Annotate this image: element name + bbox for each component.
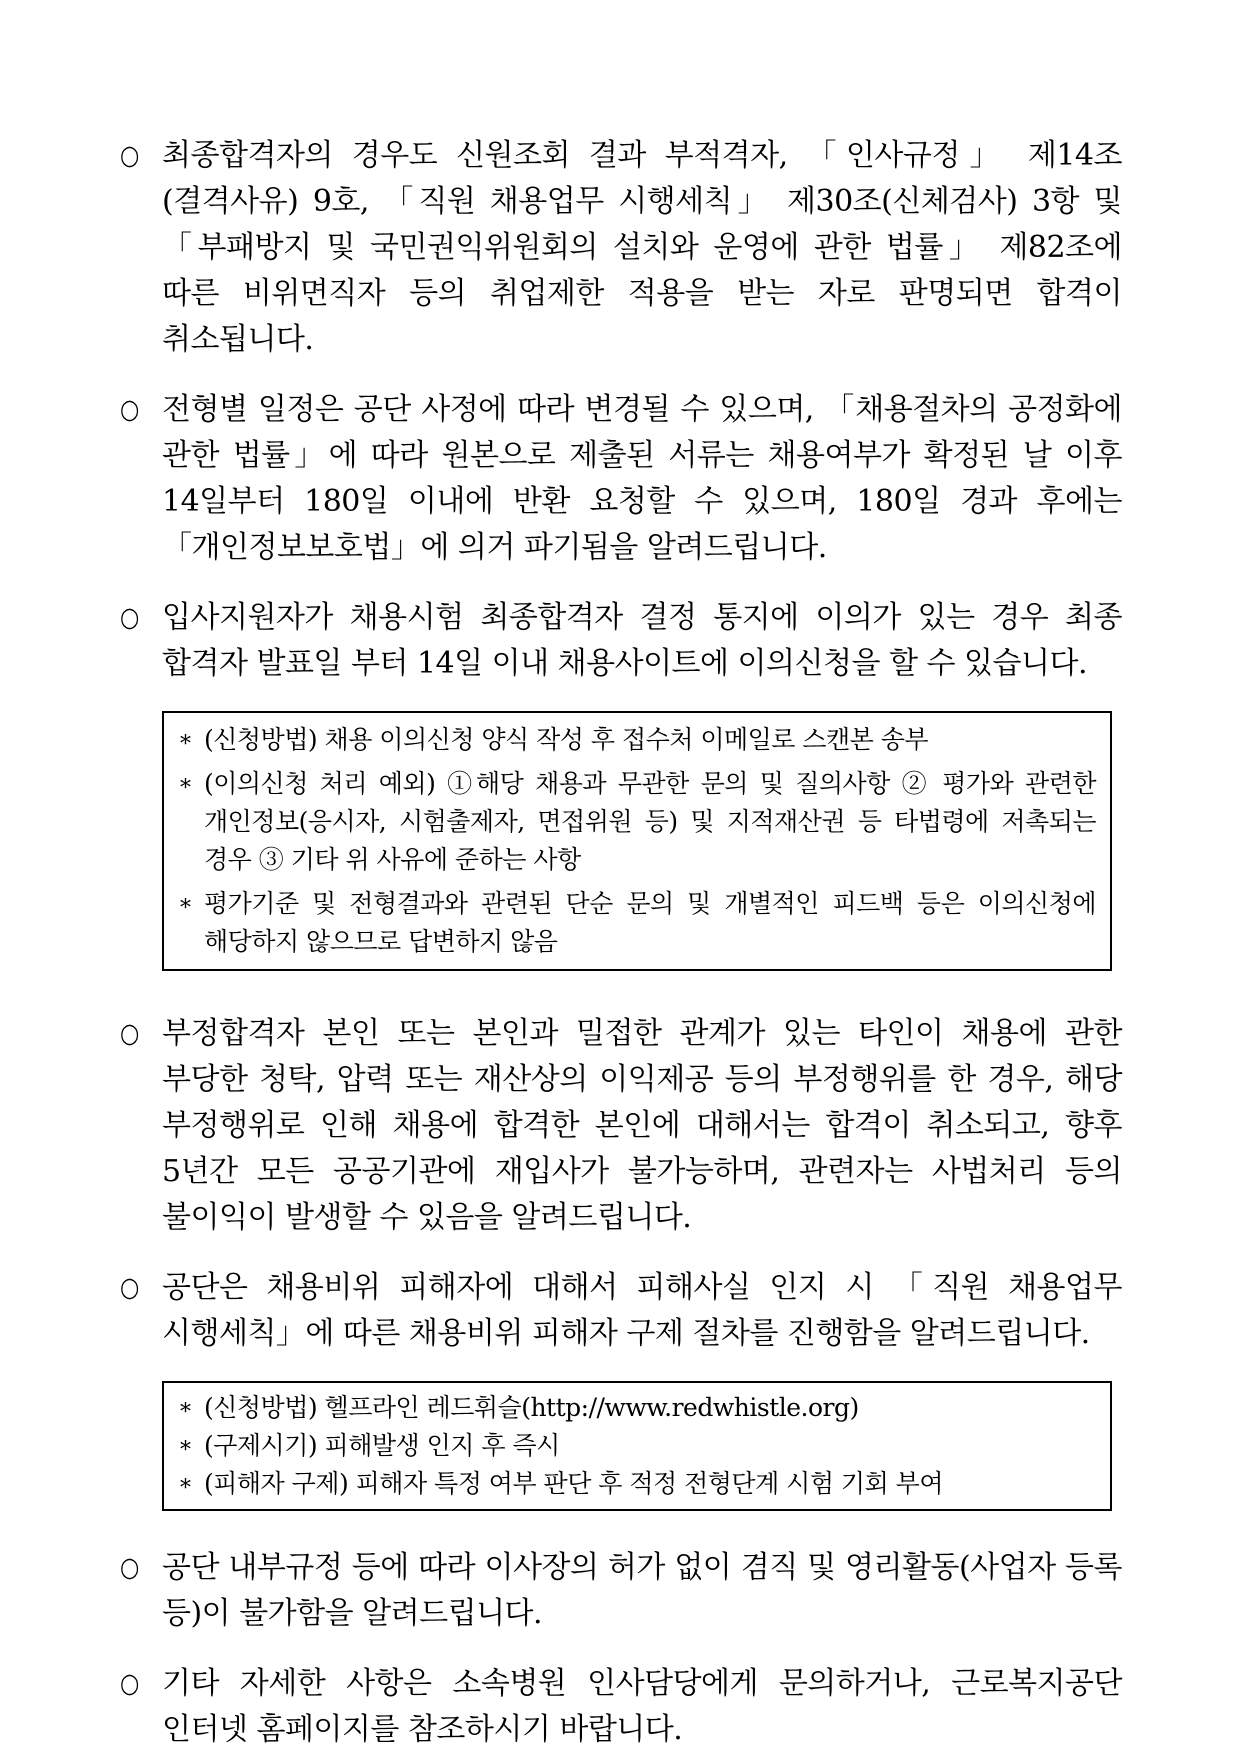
asterisk-marker: * xyxy=(180,1438,191,1463)
note-box-victim-relief xyxy=(162,1381,1112,1511)
note-item xyxy=(180,1427,1096,1465)
note-no-reply-simple-inquiry: 평가기준 및 전형결과와 관련된 단순 문의 및 개별적인 피드백 등은 이의신청에 해당하지 않으므로 답변하지 않음 xyxy=(204,889,1096,956)
bullet-item xyxy=(120,595,1122,687)
paragraph-fraudulent-hiring-penalty: 부정합격자 본인 또는 본인과 밀접한 관계가 있는 타인이 채용에 관한 부당한 청탁, 압력 또는 재산상의 이익제공 등의 부정행위를 한 경우, 해당 부정행위로 인해 채용에 합격한 본인에 대해서는 합격이 취소되고, 향후 5년간 모든 공공기관에 재입사가 불가능하며, 관련자는 사법처리 등의 불이익이 발생할 수 있음을 알려드립니다. xyxy=(162,1016,1122,1235)
asterisk-marker: * xyxy=(180,776,191,801)
note-item xyxy=(180,1389,1096,1427)
note-relief-timing: (구제시기) 피해발생 인지 후 즉시 xyxy=(204,1431,560,1460)
bullet-item xyxy=(120,1545,1122,1637)
asterisk-marker: * xyxy=(180,732,191,757)
bullet-item xyxy=(120,1265,1122,1357)
bullet-item xyxy=(120,1661,1122,1753)
note-item xyxy=(180,721,1096,759)
note-item xyxy=(180,885,1096,961)
bullet-marker: ○ xyxy=(120,1018,140,1049)
paragraph-schedule-change-document-return: 전형별 일정은 공단 사정에 따라 변경될 수 있으며, 「채용절차의 공정화에 관한 법률」에 따라 원본으로 제출된 서류는 채용여부가 확정된 날 이후 14일부터 180일 이내에 반환 요청할 수 있으며, 180일 경과 후에는 「개인정보보호법」에 의거 파기됨을 알려드립니다. xyxy=(162,392,1122,565)
bullet-marker: ○ xyxy=(120,602,140,633)
bullet-marker: ○ xyxy=(120,1552,140,1583)
note-helpline-redwhistle: (신청방법) 헬프라인 레드휘슬(http://www.redwhistle.org) xyxy=(204,1393,859,1422)
note-item xyxy=(180,1465,1096,1503)
bullet-marker: ○ xyxy=(120,1272,140,1303)
paragraph-final-pass-cancellation: 최종합격자의 경우도 신원조회 결과 부적격자, 「인사규정」 제14조(결격사유) 9호, 「직원 채용업무 시행세칙」 제30조(신체검사) 3항 및 「부패방지 및 국민권익위원회의 설치와 운영에 관한 법률」 제82조에 따른 비위면직자 등의 취업제한 적용을 받는 자로 판명되면 합격이 취소됩니다. xyxy=(162,138,1122,357)
asterisk-marker: * xyxy=(180,1476,191,1501)
paragraph-no-side-job: 공단 내부규정 등에 따라 이사장의 허가 없이 겸직 및 영리활동(사업자 등록 등)이 불가함을 알려드립니다. xyxy=(162,1550,1122,1631)
note-box-objection-procedure xyxy=(162,711,1112,971)
paragraph-victim-relief-procedure: 공단은 채용비위 피해자에 대해서 피해사실 인지 시 「직원 채용업무 시행세칙」에 따른 채용비위 피해자 구제 절차를 진행함을 알려드립니다. xyxy=(162,1270,1122,1351)
bullet-marker: ○ xyxy=(120,140,140,171)
asterisk-marker: * xyxy=(180,1400,191,1425)
bullet-item xyxy=(120,387,1122,571)
paragraph-objection-filing: 입사지원자가 채용시험 최종합격자 결정 통지에 이의가 있는 경우 최종 합격자 발표일 부터 14일 이내 채용사이트에 이의신청을 할 수 있습니다. xyxy=(162,600,1122,681)
note-objection-exceptions: (이의신청 처리 예외) ①해당 채용과 무관한 문의 및 질의사항 ② 평가와 관련한 개인정보(응시자, 시험출제자, 면접위원 등) 및 지적재산권 등 타법령에 저촉되는 경우 ③ 기타 위 사유에 준하는 사항 xyxy=(204,769,1096,874)
bullet-marker: ○ xyxy=(120,1668,140,1699)
note-application-method: (신청방법) 채용 이의신청 양식 작성 후 접수처 이메일로 스캔본 송부 xyxy=(204,725,929,754)
bullet-item xyxy=(120,1011,1122,1241)
bullet-marker: ○ xyxy=(120,394,140,425)
bullet-item xyxy=(120,133,1122,363)
note-item xyxy=(180,765,1096,879)
note-victim-relief-method: (피해자 구제) 피해자 특정 여부 판단 후 적정 전형단계 시험 기회 부여 xyxy=(204,1469,943,1498)
asterisk-marker: * xyxy=(180,896,191,921)
paragraph-further-inquiries: 기타 자세한 사항은 소속병원 인사담당에게 문의하거나, 근로복지공단 인터넷 홈페이지를 참조하시기 바랍니다. xyxy=(162,1666,1122,1747)
